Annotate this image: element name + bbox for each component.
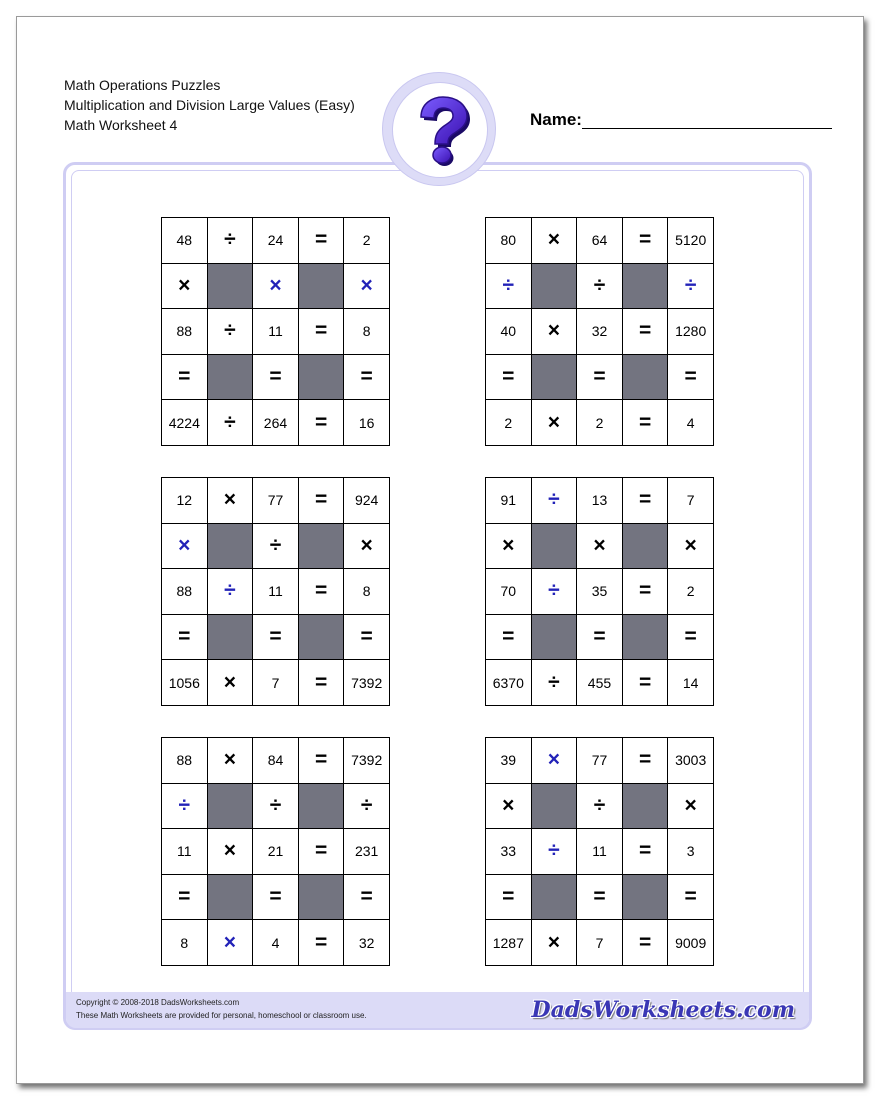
operator-cell: × bbox=[253, 264, 299, 310]
operator-cell: = bbox=[623, 660, 669, 706]
operator-cell: × bbox=[486, 524, 532, 570]
number-cell: 88 bbox=[162, 738, 208, 784]
operator-cell: = bbox=[668, 875, 714, 921]
puzzle-grid-2 bbox=[485, 217, 714, 446]
number-cell: 88 bbox=[162, 569, 208, 615]
name-field[interactable] bbox=[530, 110, 832, 130]
shaded-cell bbox=[623, 264, 669, 310]
operator-cell: = bbox=[577, 615, 623, 661]
operator-cell: ÷ bbox=[162, 784, 208, 830]
number-cell: 77 bbox=[253, 478, 299, 524]
operator-cell: ÷ bbox=[577, 264, 623, 310]
number-cell: 88 bbox=[162, 309, 208, 355]
shaded-cell bbox=[532, 355, 578, 401]
operator-cell: = bbox=[162, 615, 208, 661]
number-cell: 1280 bbox=[668, 309, 714, 355]
number-cell: 231 bbox=[344, 829, 390, 875]
operator-cell: = bbox=[299, 478, 345, 524]
operator-cell: × bbox=[208, 660, 254, 706]
operator-cell: ÷ bbox=[344, 784, 390, 830]
operator-cell: = bbox=[623, 569, 669, 615]
usage-text: These Math Worksheets are provided for personal, homeschool or classroom use. bbox=[76, 1011, 367, 1020]
operator-cell: = bbox=[668, 615, 714, 661]
operator-cell: ÷ bbox=[577, 784, 623, 830]
shaded-cell bbox=[208, 615, 254, 661]
shaded-cell bbox=[299, 355, 345, 401]
shaded-cell bbox=[532, 784, 578, 830]
number-cell: 6370 bbox=[486, 660, 532, 706]
number-cell: 2 bbox=[344, 218, 390, 264]
operator-cell: = bbox=[623, 400, 669, 446]
number-cell: 4 bbox=[668, 400, 714, 446]
operator-cell: × bbox=[532, 400, 578, 446]
operator-cell: = bbox=[299, 309, 345, 355]
operator-cell: ÷ bbox=[532, 829, 578, 875]
operator-cell: = bbox=[253, 355, 299, 401]
operator-cell: = bbox=[486, 615, 532, 661]
operator-cell: = bbox=[299, 569, 345, 615]
shaded-cell bbox=[299, 615, 345, 661]
operator-cell: = bbox=[577, 355, 623, 401]
operator-cell: = bbox=[299, 660, 345, 706]
number-cell: 7 bbox=[577, 920, 623, 966]
operator-cell: ÷ bbox=[486, 264, 532, 310]
worksheet-subtitle: Multiplication and Division Large Values (Easy) bbox=[64, 97, 355, 113]
shaded-cell bbox=[623, 784, 669, 830]
operator-cell: × bbox=[344, 264, 390, 310]
name-underline[interactable] bbox=[582, 128, 832, 129]
operator-cell: × bbox=[208, 478, 254, 524]
operator-cell: × bbox=[344, 524, 390, 570]
operator-cell: ÷ bbox=[208, 309, 254, 355]
operator-cell: = bbox=[299, 218, 345, 264]
shaded-cell bbox=[299, 524, 345, 570]
operator-cell: × bbox=[532, 920, 578, 966]
operator-cell: ÷ bbox=[253, 524, 299, 570]
operator-cell: = bbox=[623, 218, 669, 264]
number-cell: 5120 bbox=[668, 218, 714, 264]
number-cell: 33 bbox=[486, 829, 532, 875]
operator-cell: = bbox=[623, 920, 669, 966]
footer-bar bbox=[66, 992, 809, 1028]
operator-cell: = bbox=[623, 829, 669, 875]
operator-cell: = bbox=[668, 355, 714, 401]
shaded-cell bbox=[208, 875, 254, 921]
operator-cell: = bbox=[344, 875, 390, 921]
shaded-cell bbox=[623, 615, 669, 661]
number-cell: 7 bbox=[668, 478, 714, 524]
puzzle-grid-4 bbox=[485, 477, 714, 706]
operator-cell: ÷ bbox=[208, 569, 254, 615]
operator-cell: = bbox=[623, 309, 669, 355]
number-cell: 70 bbox=[486, 569, 532, 615]
number-cell: 2 bbox=[668, 569, 714, 615]
number-cell: 13 bbox=[577, 478, 623, 524]
operator-cell: × bbox=[668, 524, 714, 570]
operator-cell: = bbox=[486, 875, 532, 921]
shaded-cell bbox=[532, 524, 578, 570]
shaded-cell bbox=[208, 524, 254, 570]
operator-cell: = bbox=[299, 829, 345, 875]
number-cell: 7392 bbox=[344, 660, 390, 706]
operator-cell: ÷ bbox=[532, 660, 578, 706]
operator-cell: × bbox=[162, 524, 208, 570]
operator-cell: = bbox=[162, 875, 208, 921]
number-cell: 24 bbox=[253, 218, 299, 264]
number-cell: 35 bbox=[577, 569, 623, 615]
puzzle-grid-1 bbox=[161, 217, 390, 446]
operator-cell: = bbox=[623, 738, 669, 784]
number-cell: 11 bbox=[253, 569, 299, 615]
operator-cell: = bbox=[299, 738, 345, 784]
shaded-cell bbox=[299, 784, 345, 830]
number-cell: 39 bbox=[486, 738, 532, 784]
number-cell: 9009 bbox=[668, 920, 714, 966]
shaded-cell bbox=[532, 875, 578, 921]
number-cell: 11 bbox=[253, 309, 299, 355]
number-cell: 32 bbox=[344, 920, 390, 966]
number-cell: 1056 bbox=[162, 660, 208, 706]
number-cell: 2 bbox=[577, 400, 623, 446]
operator-cell: ÷ bbox=[532, 478, 578, 524]
number-cell: 16 bbox=[344, 400, 390, 446]
number-cell: 8 bbox=[344, 569, 390, 615]
operator-cell: × bbox=[532, 738, 578, 784]
number-cell: 64 bbox=[577, 218, 623, 264]
operator-cell: = bbox=[623, 478, 669, 524]
number-cell: 11 bbox=[577, 829, 623, 875]
shaded-cell bbox=[299, 264, 345, 310]
shaded-cell bbox=[623, 355, 669, 401]
number-cell: 1287 bbox=[486, 920, 532, 966]
name-label: Name: bbox=[530, 110, 582, 129]
number-cell: 8 bbox=[344, 309, 390, 355]
number-cell: 21 bbox=[253, 829, 299, 875]
shaded-cell bbox=[299, 875, 345, 921]
number-cell: 80 bbox=[486, 218, 532, 264]
number-cell: 3003 bbox=[668, 738, 714, 784]
number-cell: 7 bbox=[253, 660, 299, 706]
number-cell: 7392 bbox=[344, 738, 390, 784]
shaded-cell bbox=[532, 615, 578, 661]
worksheet-title: Math Operations Puzzles bbox=[64, 77, 221, 93]
copyright-text: Copyright © 2008-2018 DadsWorksheets.com bbox=[76, 998, 240, 1007]
number-cell: 3 bbox=[668, 829, 714, 875]
operator-cell: = bbox=[253, 615, 299, 661]
shaded-cell bbox=[208, 264, 254, 310]
question-badge bbox=[382, 72, 496, 186]
shaded-cell bbox=[532, 264, 578, 310]
operator-cell: ÷ bbox=[208, 400, 254, 446]
operator-cell: × bbox=[486, 784, 532, 830]
number-cell: 77 bbox=[577, 738, 623, 784]
question-mark-icon bbox=[407, 93, 475, 169]
question-badge-inner bbox=[392, 82, 488, 178]
operator-cell: × bbox=[532, 218, 578, 264]
site-logo[interactable]: DadsWorksheets.com bbox=[531, 997, 795, 1023]
operator-cell: × bbox=[668, 784, 714, 830]
operator-cell: × bbox=[577, 524, 623, 570]
shaded-cell bbox=[623, 524, 669, 570]
number-cell: 8 bbox=[162, 920, 208, 966]
operator-cell: × bbox=[208, 738, 254, 784]
number-cell: 84 bbox=[253, 738, 299, 784]
number-cell: 91 bbox=[486, 478, 532, 524]
operator-cell: = bbox=[344, 355, 390, 401]
operator-cell: = bbox=[299, 920, 345, 966]
operator-cell: = bbox=[162, 355, 208, 401]
operator-cell: = bbox=[577, 875, 623, 921]
number-cell: 264 bbox=[253, 400, 299, 446]
number-cell: 48 bbox=[162, 218, 208, 264]
number-cell: 455 bbox=[577, 660, 623, 706]
operator-cell: = bbox=[299, 400, 345, 446]
operator-cell: × bbox=[208, 829, 254, 875]
operator-cell: × bbox=[532, 309, 578, 355]
puzzle-grid-6 bbox=[485, 737, 714, 966]
operator-cell: × bbox=[208, 920, 254, 966]
operator-cell: ÷ bbox=[668, 264, 714, 310]
operator-cell: = bbox=[486, 355, 532, 401]
number-cell: 40 bbox=[486, 309, 532, 355]
number-cell: 4224 bbox=[162, 400, 208, 446]
shaded-cell bbox=[208, 355, 254, 401]
operator-cell: × bbox=[162, 264, 208, 310]
operator-cell: = bbox=[344, 615, 390, 661]
shaded-cell bbox=[208, 784, 254, 830]
worksheet-number: Math Worksheet 4 bbox=[64, 117, 178, 133]
number-cell: 32 bbox=[577, 309, 623, 355]
number-cell: 2 bbox=[486, 400, 532, 446]
shaded-cell bbox=[623, 875, 669, 921]
operator-cell: ÷ bbox=[253, 784, 299, 830]
number-cell: 4 bbox=[253, 920, 299, 966]
operator-cell: ÷ bbox=[208, 218, 254, 264]
number-cell: 924 bbox=[344, 478, 390, 524]
number-cell: 12 bbox=[162, 478, 208, 524]
puzzle-grid-3 bbox=[161, 477, 390, 706]
number-cell: 11 bbox=[162, 829, 208, 875]
operator-cell: = bbox=[253, 875, 299, 921]
puzzle-grid-5 bbox=[161, 737, 390, 966]
number-cell: 14 bbox=[668, 660, 714, 706]
operator-cell: ÷ bbox=[532, 569, 578, 615]
